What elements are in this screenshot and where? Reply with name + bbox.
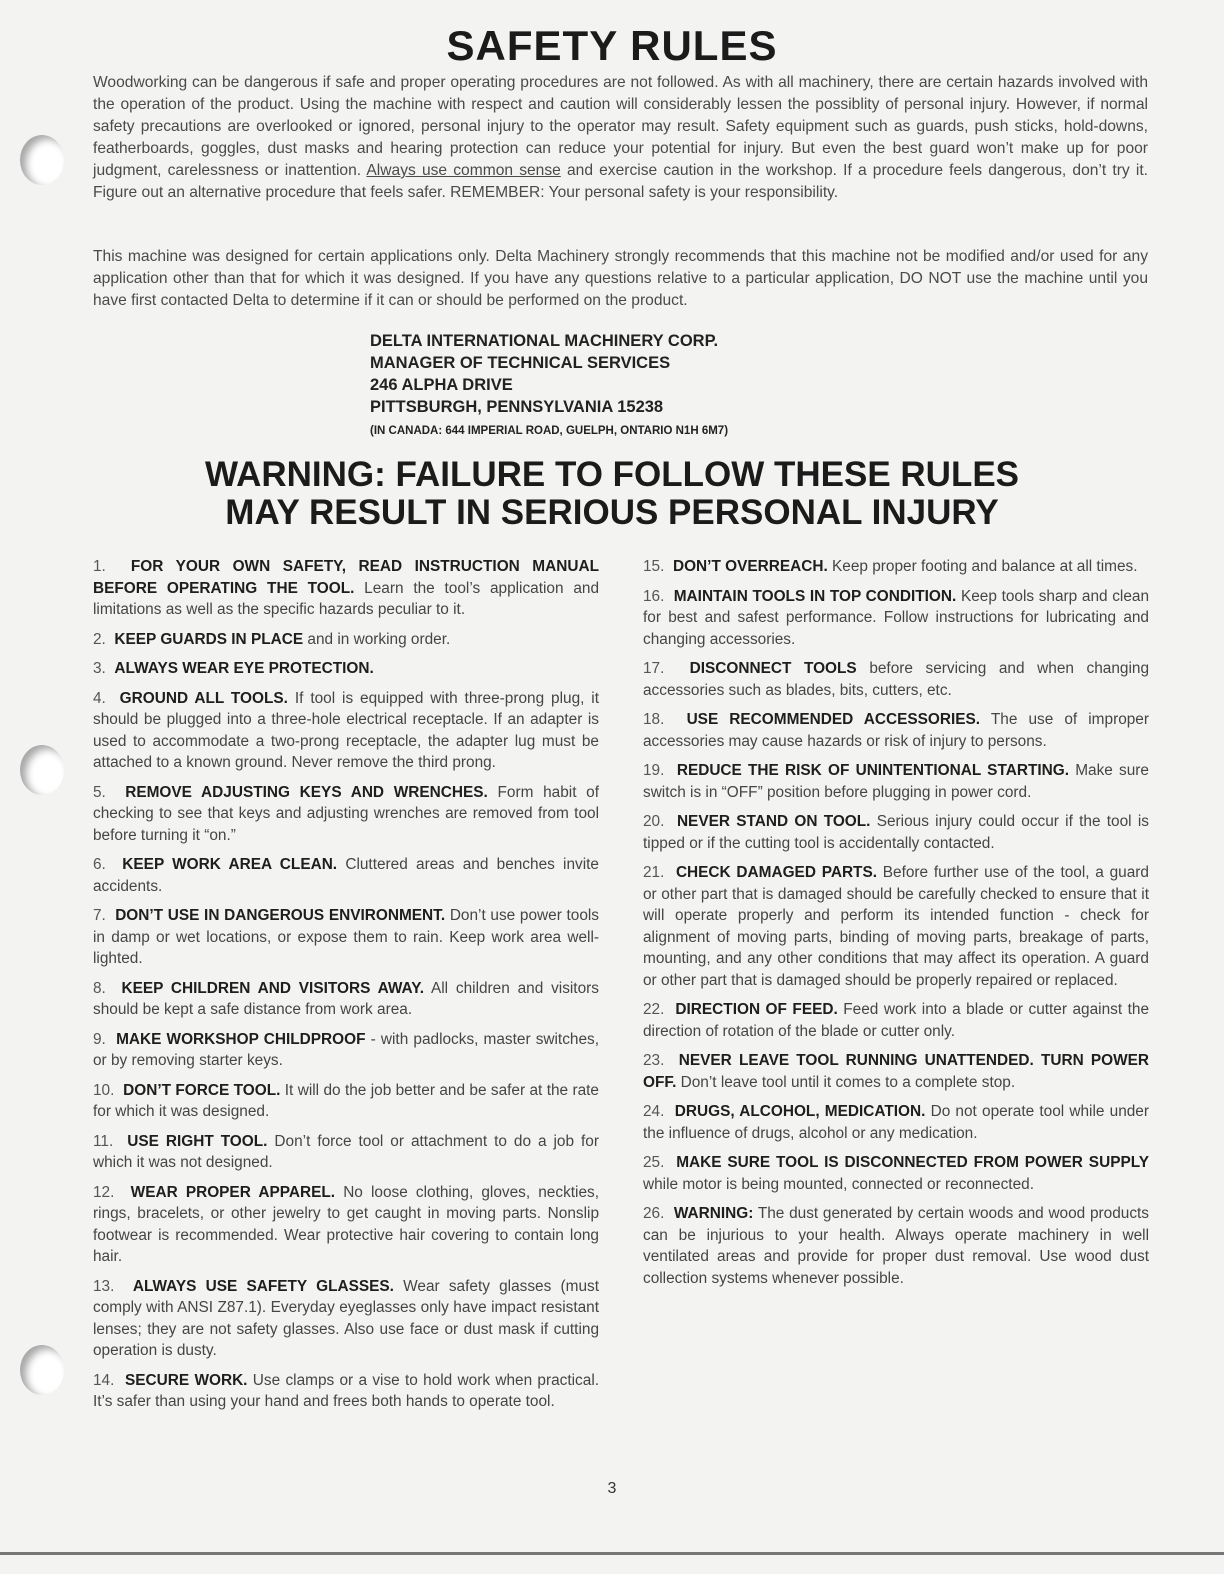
safety-rule	[93, 854, 599, 897]
page-title: SAFETY RULES	[446, 22, 778, 69]
warning-line-1: WARNING: FAILURE TO FOLLOW THESE RULES	[204, 455, 1020, 494]
safety-rule	[643, 586, 1149, 651]
rule-body: Learn the tool’s application and limitations as well as the specific hazards peculiar to it.	[93, 579, 599, 618]
rule-number: 3.	[93, 660, 106, 677]
rule-heading: KEEP GUARDS IN PLACE	[114, 630, 304, 648]
rule-number: 13.	[93, 1277, 115, 1295]
safety-rule	[643, 862, 1149, 991]
safety-rule	[643, 1152, 1149, 1195]
rule-heading: MAINTAIN TOOLS IN TOP CONDITION.	[673, 587, 957, 605]
rule-heading: WARNING:	[673, 1205, 754, 1222]
address-street: 246 ALPHA DRIVE	[370, 376, 513, 394]
safety-rule	[93, 688, 599, 774]
rule-body: Don’t force tool or attachment to do a job for which it was not designed.	[93, 1132, 599, 1171]
rule-number: 9.	[93, 1030, 106, 1048]
rule-heading: DRUGS, ALCOHOL, MEDICATION.	[674, 1103, 926, 1120]
safety-rule	[93, 1370, 599, 1413]
rule-body: Wear safety glasses (must comply with ANSI Z87.1). Everyday eyeglasses only have impact resistant lenses; they are not safety glasses. Also use face or dust mask if cutting operation is dusty.	[93, 1277, 599, 1359]
rule-heading: DIRECTION OF FEED.	[675, 1001, 838, 1018]
rule-heading: WEAR PROPER APPAREL.	[130, 1183, 336, 1201]
safety-rule	[643, 999, 1149, 1042]
safety-rule	[93, 1131, 599, 1174]
rule-heading: DON’T FORCE TOOL.	[123, 1081, 281, 1099]
rule-heading: DON’T USE IN DANGEROUS ENVIRONMENT.	[115, 907, 446, 924]
rule-number: 12.	[93, 1183, 115, 1201]
rule-number: 20.	[643, 813, 665, 830]
rule-heading: NEVER LEAVE TOOL RUNNING UNATTENDED. TURN POWER OFF.	[643, 1052, 1149, 1091]
safety-rule	[93, 556, 599, 621]
rule-heading: KEEP CHILDREN AND VISITORS AWAY.	[121, 979, 425, 997]
rule-body: Cluttered areas and benches invite accidents.	[93, 856, 599, 895]
rule-number: 6.	[93, 856, 106, 873]
rule-heading: GROUND ALL TOOLS.	[119, 689, 288, 707]
safety-rule	[643, 1101, 1149, 1144]
rule-number: 1.	[93, 558, 106, 575]
rule-body: It will do the job better and be safer at the rate for which it was designed.	[93, 1081, 599, 1120]
rule-body: Don’t leave tool until it comes to a complete stop.	[680, 1073, 1016, 1091]
rule-body: Feed work into a blade or cutter against the direction of rotation of the blade or cutter only.	[643, 1001, 1150, 1040]
rule-heading: ALWAYS USE SAFETY GLASSES.	[132, 1277, 394, 1295]
punch-hole	[20, 745, 64, 795]
rule-heading: FOR YOUR OWN SAFETY, READ INSTRUCTION MANUAL BEFORE OPERATING THE TOOL.	[93, 558, 599, 597]
address-company: DELTA INTERNATIONAL MACHINERY CORP.	[370, 332, 719, 350]
rule-heading: REMOVE ADJUSTING KEYS AND WRENCHES.	[125, 783, 488, 801]
safety-rule	[93, 629, 599, 651]
rule-number: 24.	[643, 1103, 665, 1120]
address-canada: (IN CANADA: 644 IMPERIAL ROAD, GUELPH, ONTARIO N1H 6M7)	[370, 425, 729, 437]
rule-number: 19.	[643, 762, 665, 779]
rule-body: The dust generated by certain woods and wood products can be injurious to your health. Always operate machinery in well ventilated areas and provide for proper dust removal. Use wood dust collection systems whenever possible.	[643, 1205, 1149, 1287]
punch-hole	[20, 1345, 64, 1395]
rule-body: The use of improper accessories may cause hazards or risk of injury to persons.	[643, 711, 1149, 750]
bottom-divider	[0, 1552, 1224, 1555]
safety-rule	[643, 760, 1149, 803]
rule-heading: SECURE WORK.	[125, 1371, 248, 1389]
rule-number: 2.	[93, 630, 106, 648]
safety-rule	[93, 905, 599, 970]
safety-rule	[93, 1276, 599, 1362]
rule-body: Form habit of checking to see that keys and adjusting wrenches are removed from tool before turning it “on.”	[93, 783, 599, 844]
rule-body: Use clamps or a vise to hold work when practical. It’s safer than using your hand and frees both hands to operate tool.	[93, 1371, 600, 1410]
safety-rule	[93, 1182, 599, 1268]
rule-body: and in working order.	[307, 630, 451, 648]
rule-body: Make sure switch is in “OFF” position before plugging in power cord.	[643, 762, 1149, 801]
rule-body: Do not operate tool while under the influence of drugs, alcohol or any medication.	[643, 1103, 1149, 1142]
rule-number: 26.	[643, 1205, 665, 1222]
rule-body: before servicing and when changing accessories such as blades, bits, cutters, etc.	[643, 660, 1150, 699]
safety-rule	[643, 709, 1149, 752]
rule-number: 16.	[643, 587, 665, 605]
rule-number: 7.	[93, 907, 106, 924]
rule-heading: MAKE WORKSHOP CHILDPROOF	[116, 1030, 366, 1048]
rule-body: Keep proper footing and balance at all times.	[832, 558, 1138, 575]
rule-heading: DISCONNECT TOOLS	[689, 660, 857, 677]
safety-rule	[643, 556, 1149, 578]
address-department: MANAGER OF TECHNICAL SERVICES	[370, 354, 671, 372]
rule-number: 22.	[643, 1001, 665, 1018]
intro-paragraph-1	[93, 72, 1148, 204]
rule-number: 17.	[643, 660, 665, 677]
safety-rule	[93, 978, 599, 1021]
intro-text-1: Woodworking can be dangerous if safe and proper operating procedures are not followed. As with all machinery, there are certain hazards involved with the operation of the product. Using the machine with respect and caution will considerably lessen the possiblity of personal injury. However, if normal safety precautions are overlooked or ignored, personal injury to the operator may result. Safety equipment such as guards, push sticks, hold-downs, featherboards, goggles, dust masks and hearing protection can reduce your potential for injury. But even the best guard won’t make up for poor judgment, carelessness or inattention.	[93, 74, 1148, 179]
rule-heading: NEVER STAND ON TOOL.	[676, 813, 871, 830]
page-number: 3	[607, 1480, 617, 1497]
warning-line-2: MAY RESULT IN SERIOUS PERSONAL INJURY	[225, 493, 999, 532]
intro-text-2: and exercise caution in the workshop. If a procedure feels dangerous, don’t try it. Figure out an alternative procedure that feels safer. REMEMBER: Your personal safety is your responsibility.	[93, 162, 1148, 201]
intro-underlined-text: Always use common sense	[366, 162, 561, 179]
rule-number: 5.	[93, 783, 106, 801]
rule-body: Don’t use power tools in damp or wet locations, or expose them to rain. Keep work area well-lighted.	[93, 907, 599, 967]
intro-paragraph-2: This machine was designed for certain applications only. Delta Machinery strongly recommends that this machine not be modified and/or used for any application other than that for which it was designed. If you have any questions relative to a particular application, DO NOT use the machine until you have first contacted Delta to determine if it can or should be performed on the product.	[93, 248, 1148, 309]
warning-heading	[0, 456, 1224, 532]
safety-rule	[643, 1050, 1149, 1093]
rule-heading: ALWAYS WEAR EYE PROTECTION.	[114, 660, 374, 677]
rules-column-left	[93, 556, 599, 1421]
rule-number: 14.	[93, 1371, 115, 1389]
contact-address	[370, 330, 728, 444]
safety-rule	[93, 782, 599, 847]
rules-column-right	[643, 556, 1149, 1297]
safety-rule	[643, 1203, 1149, 1289]
address-city: PITTSBURGH, PENNSYLVANIA 15238	[370, 398, 664, 416]
rule-number: 15.	[643, 558, 665, 575]
rule-number: 10.	[93, 1081, 115, 1099]
rule-number: 4.	[93, 689, 106, 707]
rule-number: 21.	[643, 864, 665, 881]
rule-body: No loose clothing, gloves, neckties, rings, bracelets, or other jewelry to get caught in moving parts. Nonslip footwear is recommended. Wear protective hair covering to contain long hair.	[93, 1183, 599, 1265]
safety-rule	[643, 811, 1149, 854]
punch-hole	[20, 135, 64, 185]
rule-number: 8.	[93, 979, 106, 997]
rule-body: If tool is equipped with three-prong plug, it should be plugged into a three-hole electrical receptacle. If an adapter is used to accommodate a two-prong receptacle, the adapter lug must be attached to a known ground. Never remove the third prong.	[93, 689, 599, 771]
rule-body: Keep tools sharp and clean for best and safest performance. Follow instructions for lubricating and changing accessories.	[643, 587, 1150, 648]
rule-number: 23.	[643, 1052, 665, 1069]
rule-heading: USE RECOMMENDED ACCESSORIES.	[686, 711, 981, 728]
rule-heading: REDUCE THE RISK OF UNINTENTIONAL STARTING.	[676, 762, 1069, 779]
safety-rule	[643, 658, 1149, 701]
rule-body: Serious injury could occur if the tool is tipped or if the cutting tool is accidentally contacted.	[643, 813, 1149, 852]
rule-heading: CHECK DAMAGED PARTS.	[675, 864, 877, 881]
safety-rule	[93, 658, 599, 680]
rule-body: Before further use of the tool, a guard or other part that is damaged should be carefully checked to ensure that it will operate properly and perform its intended function - check for alignment of moving parts, binding of moving parts, breakage of parts, mounting, and any other conditions that may affect its operation. A guard or other part that is damaged should be properly repaired or replaced.	[643, 864, 1149, 989]
rule-body: while motor is being mounted, connected or reconnected.	[643, 1175, 1034, 1193]
rule-heading: MAKE SURE TOOL IS DISCONNECTED FROM POWER SUPPLY	[676, 1154, 1149, 1171]
rule-number: 18.	[643, 711, 665, 728]
rule-number: 25.	[643, 1154, 665, 1171]
rule-body: All children and visitors should be kept a safe distance from work area.	[93, 979, 599, 1018]
safety-rule	[93, 1029, 599, 1072]
rule-heading: KEEP WORK AREA CLEAN.	[122, 856, 338, 873]
safety-rule	[93, 1080, 599, 1123]
rule-number: 11.	[93, 1132, 114, 1150]
rule-heading: DON’T OVERREACH.	[672, 558, 828, 575]
rule-heading: USE RIGHT TOOL.	[127, 1132, 268, 1150]
rule-body: - with padlocks, master switches, or by removing starter keys.	[93, 1030, 599, 1069]
